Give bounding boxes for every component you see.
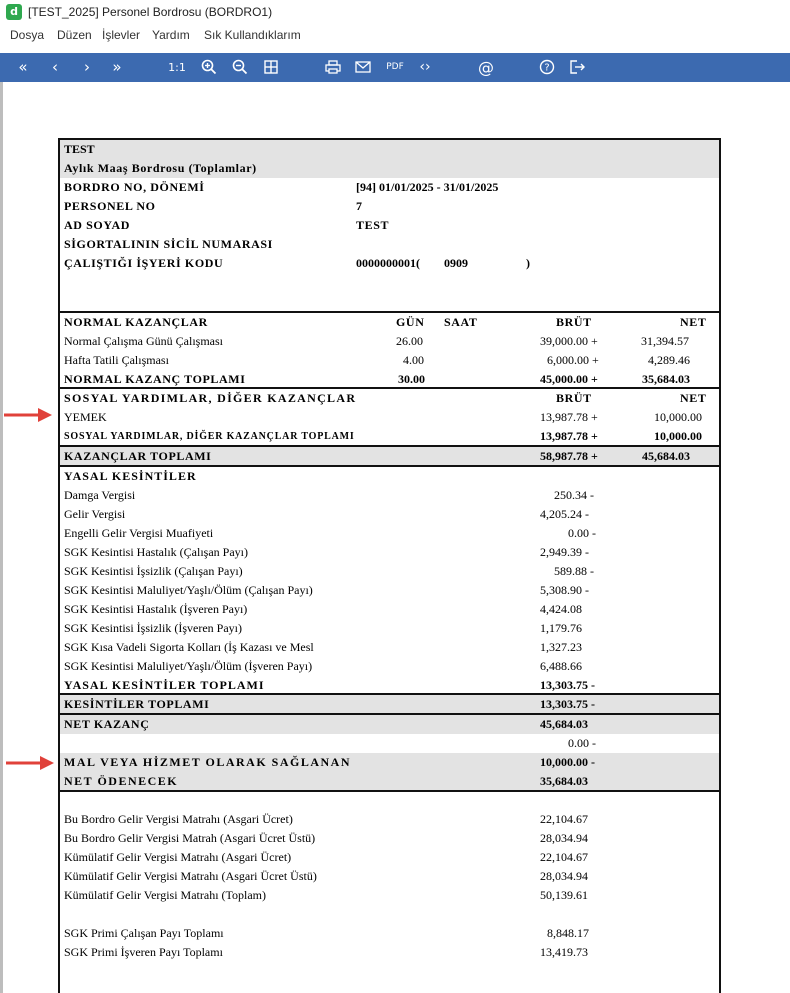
divider — [60, 790, 719, 792]
column-header-saat: SAAT — [444, 315, 478, 329]
table-row — [60, 351, 719, 370]
row-label: SGK Kesintisi Maluliyet/Yaşlı/Ölüm (İşveren Payı) — [64, 659, 313, 673]
grand-total-row — [60, 447, 719, 466]
row-label: Damga Vergisi — [64, 488, 136, 502]
info-value: ) — [526, 256, 530, 270]
table-row — [60, 619, 719, 638]
table-row — [60, 332, 719, 351]
section-title: NORMAL KAZANÇLAR — [64, 315, 208, 329]
zoom-in-icon[interactable] — [198, 53, 220, 82]
row-label: KESİNTİLER TOPLAMI — [64, 697, 210, 711]
row-brut: 13,987.78 + — [540, 429, 598, 443]
row-value: 0.00 - — [568, 736, 596, 750]
row-value: 50,139.61 — [540, 888, 588, 902]
table-row — [60, 408, 719, 427]
column-header-brut: BRÜT — [556, 391, 592, 405]
table-row — [60, 543, 719, 562]
row-net: 10,000.00 — [654, 410, 702, 424]
row-label: Bu Bordro Gelir Vergisi Matrahı (Asgari Ücret) — [64, 812, 293, 826]
menu-yardim[interactable]: Yardım — [152, 28, 190, 42]
table-row — [60, 505, 719, 524]
row-gun: 30.00 — [398, 372, 425, 386]
section-title: SOSYAL YARDIMLAR, DİĞER KAZANÇLAR — [64, 391, 357, 405]
payroll-report-page — [58, 138, 721, 993]
row-label: Gelir Vergisi — [64, 507, 126, 521]
row-label: SGK Kesintisi Hastalık (İşveren Payı) — [64, 602, 248, 616]
row-net: 35,684.03 — [642, 372, 690, 386]
zoom-out-icon[interactable] — [229, 53, 251, 82]
help-icon[interactable] — [536, 53, 558, 82]
table-row — [60, 657, 719, 676]
row-label: NORMAL KAZANÇ TOPLAMI — [64, 372, 246, 386]
row-value: 250.34 - — [554, 488, 594, 502]
table-row — [60, 810, 719, 829]
info-label: PERSONEL NO — [64, 199, 156, 213]
table-row — [60, 600, 719, 619]
actual-size-button[interactable]: 1:1 — [168, 61, 186, 74]
column-header-net: NET — [680, 391, 707, 405]
row-brut: 58,987.78 + — [540, 449, 598, 463]
company-row — [60, 140, 719, 159]
row-value: 35,684.03 — [540, 774, 588, 788]
table-row — [60, 867, 719, 886]
row-value: 1,179.76 — [540, 621, 582, 635]
table-row — [60, 562, 719, 581]
app-logo-icon: d — [6, 4, 22, 20]
row-label: Kümülatif Gelir Vergisi Matrahı (Asgari Ücret Üstü) — [64, 869, 317, 883]
section-header-row — [60, 389, 719, 408]
pdf-export-button[interactable]: PDF — [386, 62, 404, 72]
row-net: 10,000.00 — [654, 429, 702, 443]
table-row — [60, 943, 719, 962]
row-value: 13,303.75 - — [540, 697, 595, 711]
page-layout-icon[interactable] — [260, 53, 282, 82]
row-value: 22,104.67 — [540, 850, 588, 864]
menu-dosya[interactable]: Dosya — [10, 28, 45, 42]
viewer-toolbar — [0, 53, 790, 82]
row-label: MAL VEYA HİZMET OLARAK SAĞLANAN — [64, 755, 351, 769]
row-label: SGK Kesintisi Hastalık (Çalışan Payı) — [64, 545, 248, 559]
annotation-arrow-icon — [2, 405, 52, 425]
row-value: 2,949.39 - — [540, 545, 589, 559]
info-label: ÇALIŞTIĞI İŞYERİ KODU — [64, 256, 224, 270]
row-value: 13,303.75 - — [540, 678, 595, 692]
table-row — [60, 638, 719, 657]
row-value: 45,684.03 — [540, 717, 588, 731]
row-label: SGK Kesintisi İşsizlik (İşveren Payı) — [64, 621, 242, 635]
row-value: 22,104.67 — [540, 812, 588, 826]
row-label: Kümülatif Gelir Vergisi Matrahı (Asgari Ücret) — [64, 850, 292, 864]
row-brut: 39,000.00 + — [540, 334, 598, 348]
total-row — [60, 427, 719, 446]
table-row — [60, 581, 719, 600]
row-label: SGK Kesintisi İşsizlik (Çalışan Payı) — [64, 564, 243, 578]
row-value: 1,327.23 — [540, 640, 582, 654]
table-row — [60, 734, 719, 753]
row-label: NET ÖDENECEK — [64, 774, 179, 788]
row-label: SGK Primi Çalışan Payı Toplamı — [64, 926, 224, 940]
menu-sik-kullandiklarim[interactable]: Sık Kullandıklarım — [204, 28, 301, 42]
table-row — [60, 848, 719, 867]
report-subtitle-row — [60, 159, 719, 178]
net-kazanc-row — [60, 715, 719, 734]
at-sign-icon[interactable]: @ — [478, 58, 494, 77]
row-label: SGK Primi İşveren Payı Toplamı — [64, 945, 223, 959]
info-value: TEST — [356, 218, 390, 232]
section-title: YASAL KESİNTİLER — [64, 469, 197, 483]
svg-text:?: ? — [544, 62, 550, 74]
title-bar — [0, 0, 790, 24]
net-odenecek-row — [60, 772, 719, 791]
row-label: Bu Bordro Gelir Vergisi Matrah (Asgari Ücret Üstü) — [64, 831, 316, 845]
row-net: 4,289.46 — [648, 353, 690, 367]
row-brut: 6,000.00 + — [547, 353, 599, 367]
row-value: 8,848.17 — [547, 926, 589, 940]
info-row — [60, 178, 719, 197]
next-page-icon[interactable]: › — [84, 58, 90, 76]
previous-page-icon[interactable]: ‹ — [52, 58, 58, 76]
column-header-brut: BRÜT — [556, 315, 592, 329]
info-row — [60, 197, 719, 216]
info-row — [60, 216, 719, 235]
info-label: SİGORTALININ SİCİL NUMARASI — [64, 237, 273, 251]
table-row — [60, 524, 719, 543]
row-value: 28,034.94 — [540, 831, 588, 845]
info-label: AD SOYAD — [64, 218, 131, 232]
row-label: SGK Kısa Vadeli Sigorta Kolları (İş Kazası ve Mesl — [64, 640, 314, 654]
info-value: 0909 — [444, 256, 468, 270]
row-value: 589.88 - — [554, 564, 594, 578]
row-label: SOSYAL YARDIMLAR, DİĞER KAZANÇLAR TOPLAMI — [64, 431, 355, 442]
row-label: YASAL KESİNTİLER TOPLAMI — [64, 678, 265, 692]
row-value: 6,488.66 — [540, 659, 582, 673]
row-value: 4,205.24 - — [540, 507, 589, 521]
table-row — [60, 829, 719, 848]
info-row — [60, 254, 719, 273]
row-label: SGK Kesintisi Maluliyet/Yaşlı/Ölüm (Çalışan Payı) — [64, 583, 313, 597]
annotation-arrow-icon — [4, 753, 54, 773]
row-value: 5,308.90 - — [540, 583, 589, 597]
email-icon[interactable] — [352, 53, 374, 82]
row-brut: 45,000.00 + — [540, 372, 598, 386]
row-label: NET KAZANÇ — [64, 717, 150, 731]
company-name: TEST — [64, 142, 95, 156]
row-brut: 13,987.78 + — [540, 410, 598, 424]
row-label: Normal Çalışma Günü Çalışması — [64, 334, 223, 348]
code-icon[interactable]: ‹› — [419, 59, 431, 75]
report-subtitle: Aylık Maaş Bordrosu (Toplamlar) — [64, 161, 257, 175]
menu-duzen[interactable]: Düzen — [57, 28, 92, 42]
row-value: 13,419.73 — [540, 945, 588, 959]
row-gun: 26.00 — [396, 334, 423, 348]
section-header-row — [60, 313, 719, 332]
table-row — [60, 486, 719, 505]
row-net: 45,684.03 — [642, 449, 690, 463]
row-value: 4,424.08 — [540, 602, 582, 616]
info-value: 7 — [356, 199, 363, 213]
info-value: [94] 01/01/2025 - 31/01/2025 — [356, 180, 499, 194]
mal-hizmet-row — [60, 753, 719, 772]
info-row — [60, 235, 719, 254]
row-value: 28,034.94 — [540, 869, 588, 883]
section-header-row — [60, 467, 719, 486]
table-row — [60, 924, 719, 943]
row-label: Hafta Tatili Çalışması — [64, 353, 169, 367]
menu-islevler[interactable]: İşlevler — [102, 28, 141, 42]
row-label: Engelli Gelir Vergisi Muafiyeti — [64, 526, 214, 540]
last-page-icon[interactable]: » — [112, 58, 122, 76]
table-row — [60, 886, 719, 905]
exit-icon[interactable] — [567, 53, 589, 82]
column-header-net: NET — [680, 315, 707, 329]
print-icon[interactable] — [322, 53, 344, 82]
menu-bar — [0, 26, 790, 46]
row-label: YEMEK — [64, 410, 107, 424]
row-value: 0.00 - — [568, 526, 596, 540]
row-value: 10,000.00 - — [540, 755, 595, 769]
grand-total-row — [60, 695, 719, 714]
info-label: BORDRO NO, DÖNEMİ — [64, 180, 205, 194]
window-title: [TEST_2025] Personel Bordrosu (BORDRO1) — [28, 5, 273, 19]
row-net: 31,394.57 — [641, 334, 689, 348]
first-page-icon[interactable]: « — [18, 58, 28, 76]
column-header-gun: GÜN — [396, 315, 425, 329]
row-label: KAZANÇLAR TOPLAMI — [64, 449, 212, 463]
info-value: 0000000001( — [356, 256, 420, 270]
row-label: Kümülatif Gelir Vergisi Matrahı (Toplam) — [64, 888, 267, 902]
row-gun: 4.00 — [403, 353, 424, 367]
